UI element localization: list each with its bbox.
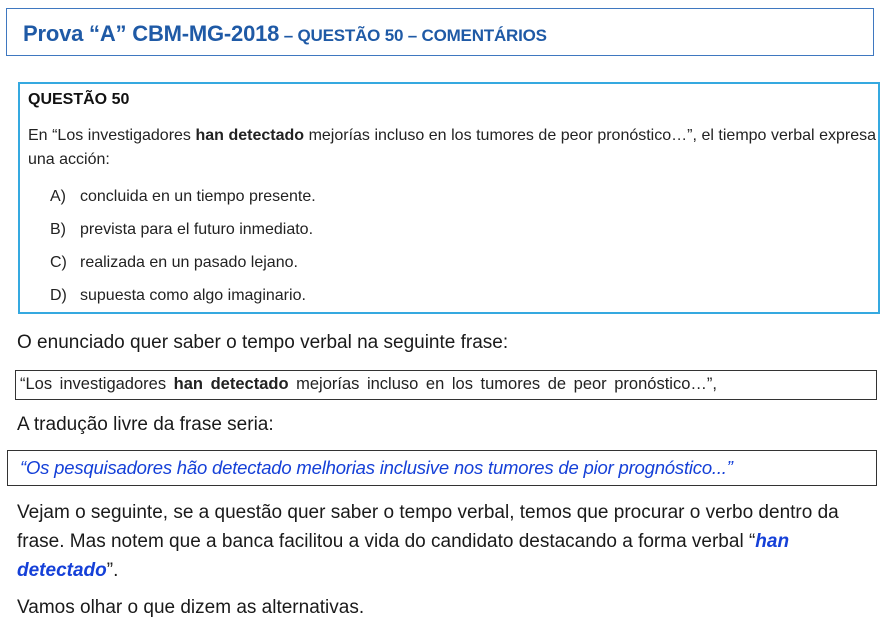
option-text: prevista para el futuro inmediato. xyxy=(80,221,314,238)
paragraph-alternatives: Vamos olhar o que dizem as alternativas. xyxy=(17,597,365,618)
page-title-main: Prova “A” CBM-MG-2018 xyxy=(23,21,280,46)
option-letter: D) xyxy=(50,287,67,304)
options-list xyxy=(50,188,316,320)
translation-box: “Os pesquisadores hão detectado melhorias inclusive nos tumores de pior prognóstico...” xyxy=(7,450,877,486)
quote-box xyxy=(15,370,877,400)
option-letter: B) xyxy=(50,221,66,238)
page-title-sub: – QUESTÃO 50 – COMENTÁRIOS xyxy=(279,26,547,45)
quote-after: mejorías incluso en los tumores de peor pronóstico…”, xyxy=(288,375,717,393)
explanation-before: Vejam o seguinte, se a questão quer saber o tempo verbal, temos que procurar o verbo dentro da frase. Mas notem que a banca facilitou a vida do candidato destacando a forma verbal “ xyxy=(17,502,839,552)
header-box xyxy=(6,8,874,56)
option-c xyxy=(50,254,316,287)
explanation-highlight: han detectado xyxy=(17,531,790,581)
paragraph-translation-intro: A tradução livre da frase seria: xyxy=(17,414,274,435)
question-stem xyxy=(28,124,876,172)
option-a xyxy=(50,188,316,221)
quote-bold: han detectado xyxy=(173,375,289,393)
paragraph-intro: O enunciado quer saber o tempo verbal na seguinte frase: xyxy=(17,332,509,353)
paragraph-explanation xyxy=(17,498,873,585)
option-letter: A) xyxy=(50,188,66,205)
page-title xyxy=(23,21,547,47)
question-box xyxy=(18,82,880,314)
question-stem-before: En “Los investigadores xyxy=(28,127,196,144)
question-label: QUESTÃO 50 xyxy=(28,91,130,108)
option-text: concluida en un tiempo presente. xyxy=(80,188,316,205)
question-stem-bold: han detectado xyxy=(195,127,305,144)
option-text: supuesta como algo imaginario. xyxy=(80,287,306,304)
question-stem-after: mejorías incluso en los tumores de peor pronóstico…”, el tiempo verbal expresa una acción: xyxy=(28,127,877,168)
quote-before: “Los investigadores xyxy=(20,375,174,393)
explanation-after: ”. xyxy=(106,560,119,581)
option-letter: C) xyxy=(50,254,67,271)
option-d xyxy=(50,287,316,320)
option-text: realizada en un pasado lejano. xyxy=(80,254,298,271)
option-b xyxy=(50,221,316,254)
